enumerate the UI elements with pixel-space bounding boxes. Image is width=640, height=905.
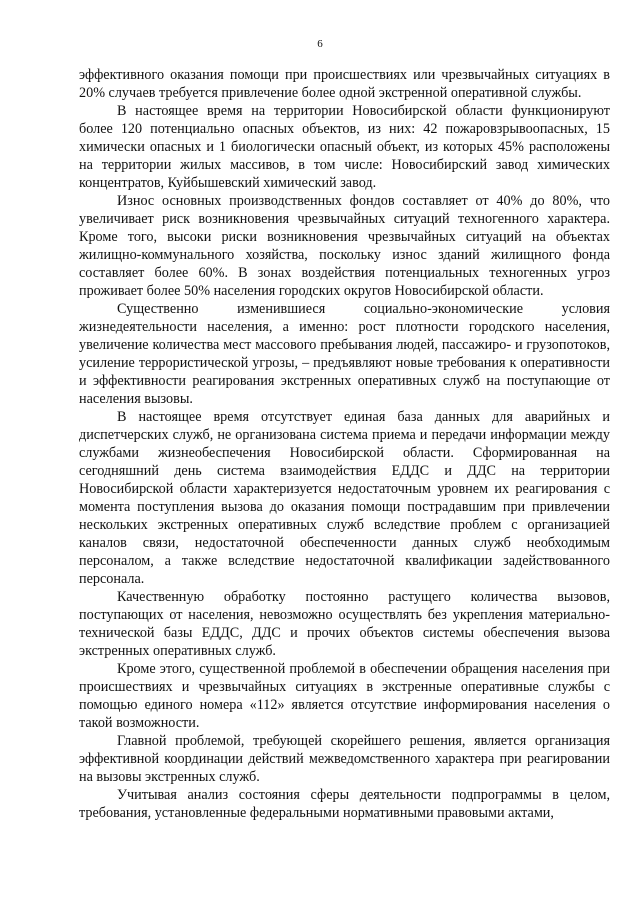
paragraph: эффективного оказания помощи при происшествиях или чрезвычайных ситуациях в 20% случаев требуется привлечение более одной экстренной оперативной службы. [79, 67, 610, 101]
paragraph: Кроме этого, существенной проблемой в обеспечении обращения населения при происшествиях и чрезвычайных ситуациях в экстренные оперативные службы с помощью единого номера «112» является отсутствие информирования населения о такой возможности. [79, 661, 610, 731]
paragraph: В настоящее время на территории Новосибирской области функционируют более 120 потенциально опасных объектов, из них: 42 пожаровзрывоопасных, 15 химически опасных и 1 биологически опасный объект, из которых 45% расположены на территории жилых массивов, в том числе: Новосибирский завод химических концентратов, Куйбышевский химический завод. [79, 103, 610, 191]
paragraph: Износ основных производственных фондов составляет от 40% до 80%, что увеличивает риск возникновения чрезвычайных ситуаций техногенного характера. Кроме того, высоки риски возникновения чрезвычайных ситуаций на объектах жилищно-коммунального хозяйства, поскольку износ зданий жилищного фонда составляет более 60%. В зонах воздействия потенциальных техногенных угроз проживает более 50% населения городских округов Новосибирской области. [79, 193, 610, 299]
paragraph: Учитывая анализ состояния сферы деятельности подпрограммы в целом, требования, установленные федеральными нормативными правовыми актами, [79, 787, 610, 821]
document-body [79, 66, 610, 822]
paragraph: В настоящее время отсутствует единая база данных для аварийных и диспетчерских служб, не организована система приема и передачи информации между службами жизнеобеспечения Новосибирской области. Сформированная на сегодняшний день система взаимодействия ЕДДС и ДДС на территории Новосибирской области характеризуется недостаточным уровнем их реагирования с момента поступления вызова до оказания помощи пострадавшим при привлечении нескольких экстренных оперативных служб вследствие проблем с организацией каналов связи, недостаточной обеспеченности данных служб необходимым персоналом, а также вследствие недостаточной квалификации задействованного персонала. [79, 409, 610, 587]
paragraph: Существенно изменившиеся социально-экономические условия жизнедеятельности населения, а именно: рост плотности городского населения, увеличение количества мест массового пребывания людей, пассажиро- и грузопотоков, усиление террористической угрозы, – предъявляют новые требования к оперативности и эффективности реагирования экстренных оперативных служб на поступающие от населения вызовы. [79, 301, 610, 407]
paragraph: Качественную обработку постоянно растущего количества вызовов, поступающих от населения, невозможно осуществлять без укрепления материально-технической базы ЕДДС, ДДС и прочих объектов системы обеспечения вызова экстренных оперативных служб. [79, 589, 610, 659]
paragraph: Главной проблемой, требующей скорейшего решения, является организация эффективной координации действий межведомственного характера при реагировании на вызовы экстренных служб. [79, 733, 610, 785]
page-number: 6 [317, 38, 323, 50]
